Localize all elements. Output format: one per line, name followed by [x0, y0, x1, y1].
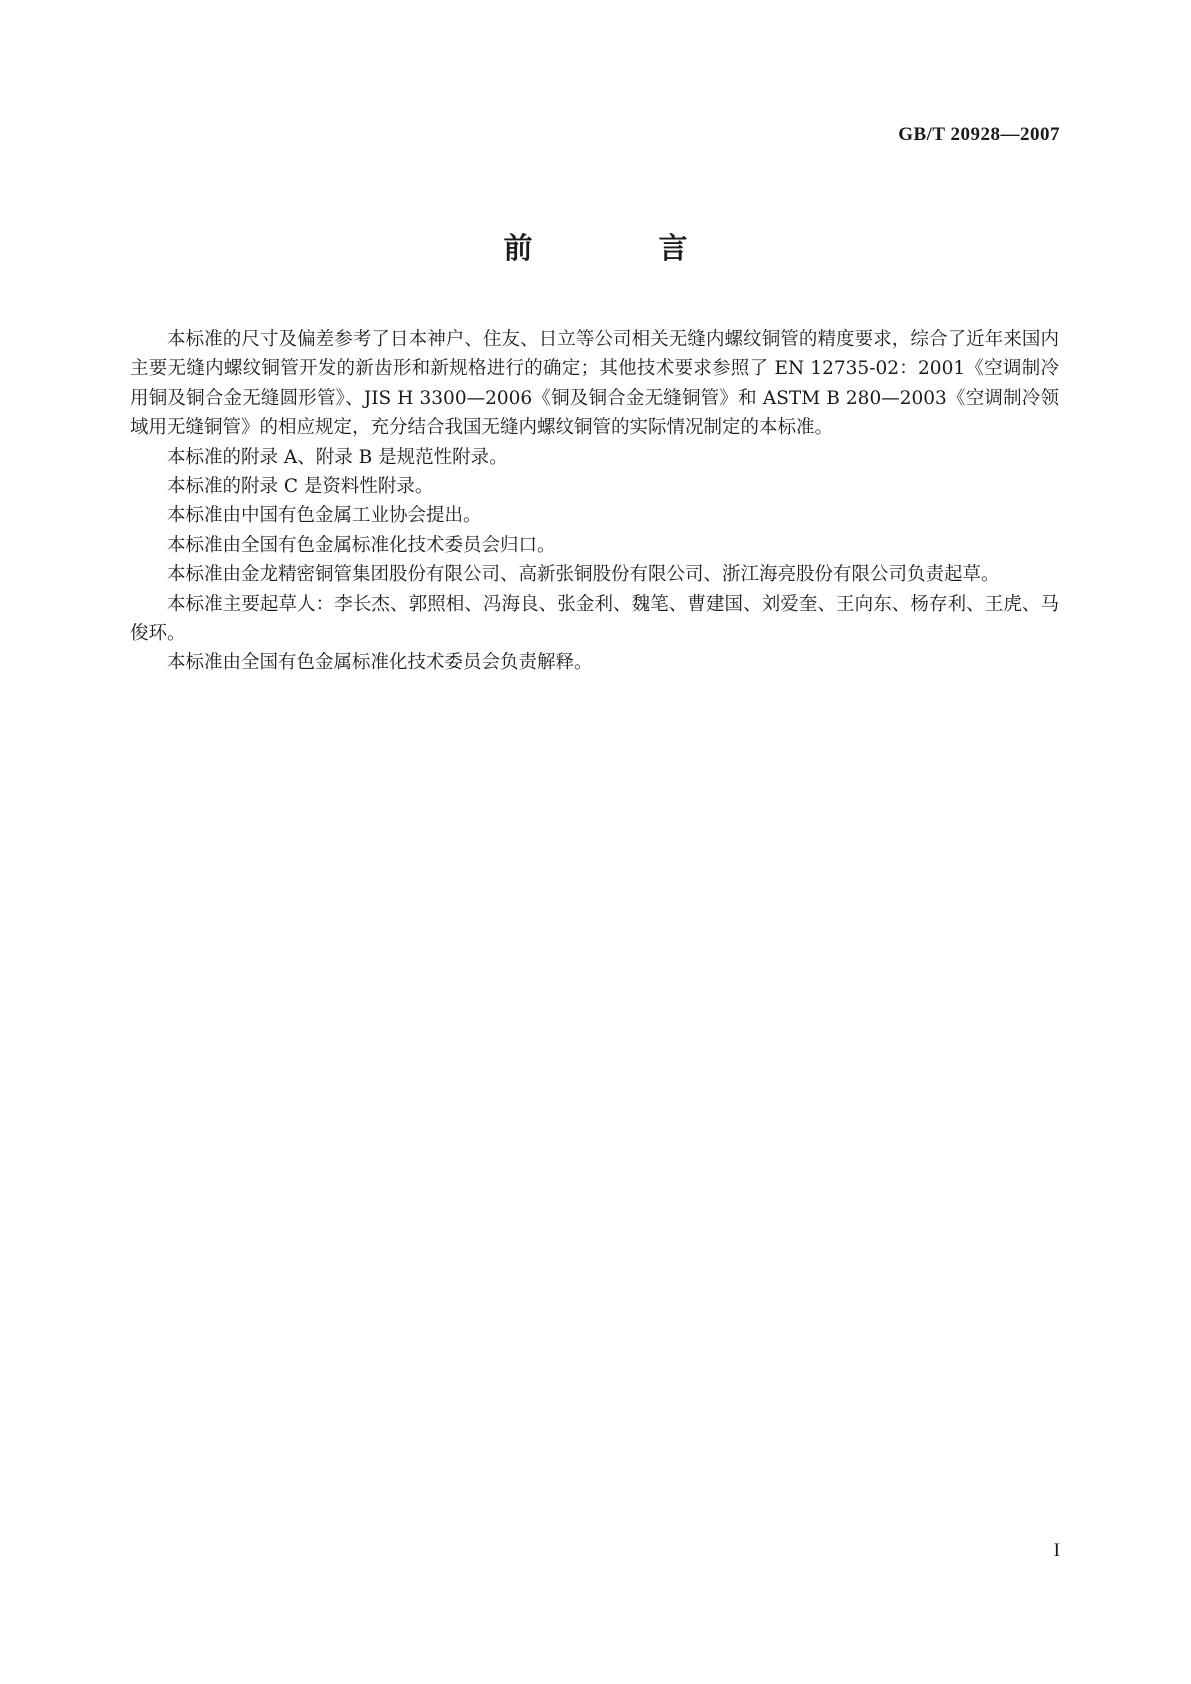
- page-number: I: [1053, 1540, 1060, 1561]
- paragraph-proposed-by: 本标准由中国有色金属工业协会提出。: [167, 505, 482, 527]
- paragraph-normative-annex: 本标准的附录 A、附录 B 是规范性附录。: [167, 446, 508, 468]
- paragraph-drafted-by: 本标准由金龙精密铜管集团股份有限公司、高新张铜股份有限公司、浙江海亮股份有限公司负责起草。: [167, 564, 1000, 586]
- page-title: 前 言: [503, 231, 746, 265]
- paragraph-main-drafters: 本标准主要起草人：李长杰、郭照相、冯海良、张金利、魏笔、曹建国、刘爱奎、王向东、杨存利、王虎、马俊环。: [130, 593, 1059, 645]
- standard-code: GB/T 20928—2007: [898, 124, 1060, 145]
- paragraph-administered-by: 本标准由全国有色金属标准化技术委员会归口。: [167, 534, 556, 556]
- paragraph-interpretation: 本标准由全国有色金属标准化技术委员会负责解释。: [167, 652, 593, 674]
- paragraph-informative-annex: 本标准的附录 C 是资料性附录。: [167, 476, 434, 498]
- paragraph-references: 本标准的尺寸及偏差参考了日本神户、住友、日立等公司相关无缝内螺纹铜管的精度要求，综合了近年来国内主要无缝内螺纹铜管开发的新齿形和新规格进行的确定；其他技术要求参照了 EN 12735-02：2001《空调制冷用铜及铜合金无缝圆形管》、JIS H 3300—2006《铜及铜合金无缝铜管》和 ASTM B 280—2003《空调制冷领域用无缝铜管》的相应规定，充分结合我国无缝内螺纹铜管的实际情况制定的本标准。: [130, 329, 1059, 439]
- foreword-body: [130, 325, 1059, 678]
